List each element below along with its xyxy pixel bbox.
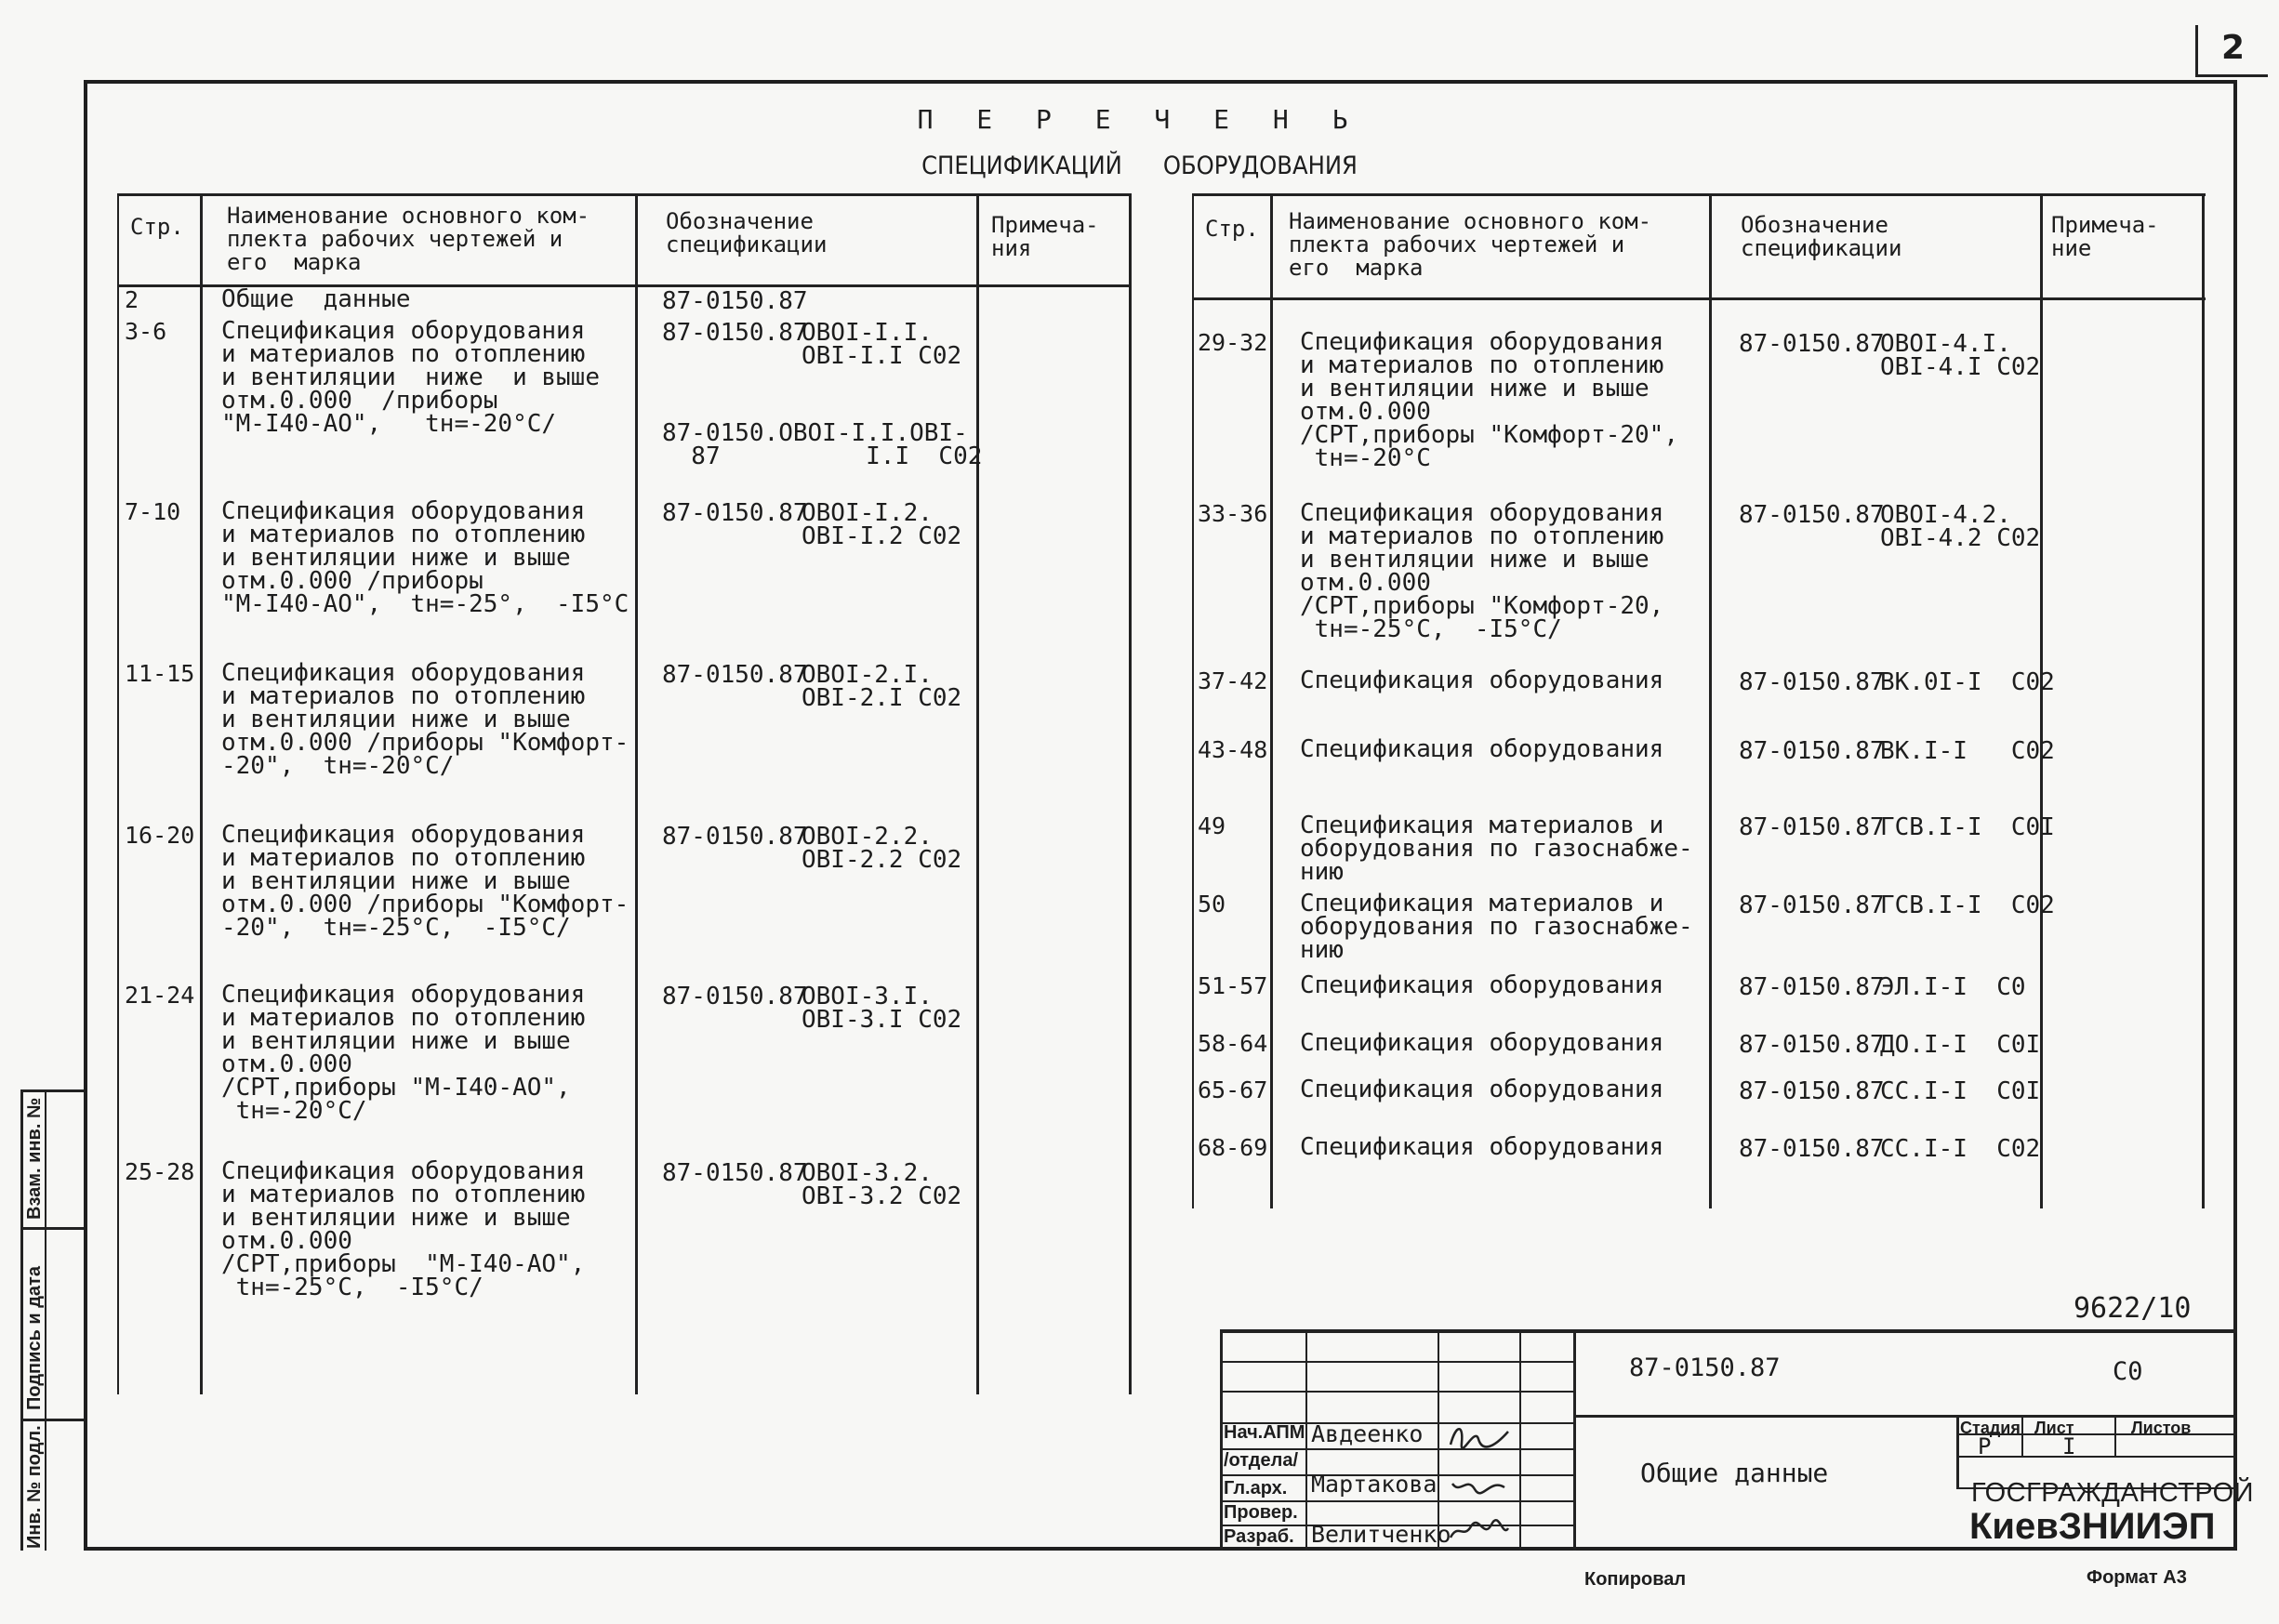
cell-page: 21-24 xyxy=(125,982,195,1009)
cell-code: 87-0150.87 xyxy=(1739,501,1885,529)
role-5: Разраб. xyxy=(1224,1526,1294,1547)
signature-mark xyxy=(1447,1515,1512,1547)
cell-code: 87-0150.87 xyxy=(662,499,808,527)
cell-name: Спецификация оборудования xyxy=(1300,1029,1664,1057)
role-2: /отдела/ xyxy=(1224,1450,1299,1471)
cell-mark: СС.I-I С0I xyxy=(1880,1077,2041,1105)
org-name-line2: КиевЗНИИЭП xyxy=(1969,1506,2216,1547)
cell-page: 50 xyxy=(1198,891,1226,918)
side-label-replacement: Взам. инв. № xyxy=(24,1097,45,1220)
stamp-doc-code: 87-0150.87 xyxy=(1629,1353,1781,1382)
side-label-signature: Подпись и дата xyxy=(24,1266,45,1410)
cell-page: 11-15 xyxy=(125,660,195,687)
cell-page: 25-28 xyxy=(125,1158,195,1185)
cell-name: Спецификация материалов и оборудования по газоснабже- нию xyxy=(1300,890,1693,964)
header-page: Стр. xyxy=(1205,216,1259,242)
cell-code: 87-0150.87 xyxy=(662,287,808,315)
role-4: Провер. xyxy=(1224,1502,1298,1523)
cell-mark: ОВОI-2.I. ОВI-2.I С02 xyxy=(802,661,962,712)
cell-code: 87-0150.87 xyxy=(662,983,808,1010)
cell-code: 87-0150.87 xyxy=(1739,737,1885,765)
org-name-line1: ГОСГРАЖДАНСТРОЙ xyxy=(1971,1478,2255,1508)
cell-name: Спецификация оборудования и материалов по отоплению и вентиляции ниже и выше отм.0.000 /СРТ,приборы "Комфорт-20", tн=-20°С xyxy=(1300,328,1678,472)
stamp-stage: Р xyxy=(1978,1433,1992,1459)
cell-page: 49 xyxy=(1198,812,1226,839)
cell-mark: ОВОI-4.I. ОВI-4.I С02 xyxy=(1880,330,2041,381)
cell-code: 87-0150.87 xyxy=(1739,1031,1885,1059)
cell-name: Спецификация оборудования xyxy=(1300,735,1664,763)
cell-code: 87-0150.87 xyxy=(662,1159,808,1187)
cell-page: 7-10 xyxy=(125,498,181,525)
cell-page: 51-57 xyxy=(1198,972,1268,999)
subtitle-part-1: СПЕЦИФИКАЦИЙ xyxy=(921,152,1122,180)
stamp-sheets-header: Листов xyxy=(2131,1419,2192,1437)
page-number: 2 xyxy=(2220,29,2246,67)
side-stamp xyxy=(20,1089,84,1551)
header-designation: Обозначение спецификации xyxy=(1741,212,1902,261)
side-label-inventory: Инв. № подл. xyxy=(24,1425,45,1549)
page-number-box xyxy=(2195,25,2268,77)
role-3: Гл.арх. xyxy=(1224,1478,1288,1499)
cell-name: Спецификация оборудования и материалов по отоплению и вентиляции ниже и выше отм.0.000 /приборы "М-I40-АО", tн=-20°С/ xyxy=(221,317,600,438)
cell-name: Спецификация оборудования и материалов по отоплению и вентиляции ниже и выше отм.0.000 /приборы "Комфорт- -20", tн=-25°С, -I5°С/ xyxy=(221,821,629,942)
cell-code: 87-0150.87 xyxy=(662,319,808,347)
cell-mark: ВК.I-I С02 xyxy=(1880,737,2055,765)
cell-name: Спецификация оборудования xyxy=(1300,1076,1664,1103)
cell-page: 65-67 xyxy=(1198,1076,1268,1103)
cell-mark: ОВОI-I.I. ОВI-I.I С02 xyxy=(802,319,962,370)
header-page: Стр. xyxy=(130,214,184,240)
cell-mark: ОВОI-3.2. ОВI-3.2 С02 xyxy=(802,1159,962,1210)
cell-page: 37-42 xyxy=(1198,667,1268,694)
cell-mark: ОВОI-I.2. ОВI-I.2 С02 xyxy=(802,499,962,550)
cell-mark: ГСВ.I-I С02 xyxy=(1880,891,2055,919)
cell-code: 87-0150.87 xyxy=(1739,973,1885,1001)
cell-name: Спецификация оборудования и материалов по отоплению и вентиляции ниже и выше отм.0.000 /СРТ,приборы "М-I40-АО", tн=-20°С/ xyxy=(221,981,586,1125)
cell-page: 43-48 xyxy=(1198,736,1268,763)
cell-name: Спецификация оборудования и материалов по отоплению и вентиляции ниже и выше отм.0.000 /СРТ,приборы "М-I40-АО", tн=-25°С, -I5°С/ xyxy=(221,1157,586,1301)
cell-name: Спецификация оборудования и материалов по отоплению и вентиляции ниже и выше отм.0.000 /приборы "Комфорт- -20", tн=-20°С/ xyxy=(221,659,629,780)
person-3: Мартакова xyxy=(1311,1471,1438,1498)
cell-page: 68-69 xyxy=(1198,1134,1268,1161)
document-subtitle xyxy=(0,152,2279,180)
cell-name: Общие данные xyxy=(221,285,411,313)
signature-mark xyxy=(1447,1469,1512,1500)
stamp-doc-mark: С0 xyxy=(2113,1357,2143,1386)
cell-code: 87-0150.87 xyxy=(1739,1135,1885,1163)
cell-mark: ГСВ.I-I С0I xyxy=(1880,813,2055,841)
cell-mark: ДО.I-I С0I xyxy=(1880,1031,2041,1059)
subtitle-part-2: ОБОРУДОВАНИЯ xyxy=(1162,152,1358,180)
cell-code: 87-0150.ОВОI-I.I.ОВI- 87 I.I С02 xyxy=(662,419,983,470)
cell-page: 29-32 xyxy=(1198,329,1268,356)
document-title: П Е Р Е Ч Е Н Ь xyxy=(917,104,1362,135)
cell-mark: ВК.0I-I С02 xyxy=(1880,668,2055,696)
cell-name: Спецификация оборудования и материалов по отоплению и вентиляции ниже и выше отм.0.000 /СРТ,приборы "Комфорт-20, tн=-25°С, -I5°С/ xyxy=(1300,499,1664,643)
signature-mark xyxy=(1447,1420,1512,1452)
cell-page: 33-36 xyxy=(1198,500,1268,527)
left-spec-table xyxy=(117,193,1131,1394)
role-1: Нач.АПМ xyxy=(1224,1422,1305,1443)
person-5: Велитченко xyxy=(1311,1521,1451,1548)
header-note: Примеча- ние xyxy=(2051,212,2159,261)
cell-code: 87-0150.87 xyxy=(1739,1077,1885,1105)
cell-code: 87-0150.87 xyxy=(662,823,808,851)
inventory-number: 9622/10 xyxy=(2074,1292,2192,1325)
cell-name: Спецификация материалов и оборудования по газоснабже- нию xyxy=(1300,812,1693,886)
title-block xyxy=(1220,1329,2255,1551)
header-note: Примеча- ния xyxy=(991,212,1099,261)
person-1: Авдеенко xyxy=(1311,1420,1424,1447)
cell-code: 87-0150.87 xyxy=(1739,891,1885,919)
cell-page: 58-64 xyxy=(1198,1030,1268,1057)
cell-name: Спецификация оборудования xyxy=(1300,667,1664,694)
right-spec-table xyxy=(1192,193,2206,1208)
stamp-sheet-header: Лист xyxy=(2034,1419,2074,1437)
cell-name: Спецификация оборудования и материалов по отоплению и вентиляции ниже и выше отм.0.000 /приборы "М-I40-АО", tн=-25°, -I5°С xyxy=(221,497,629,618)
cell-page: 16-20 xyxy=(125,822,195,849)
cell-code: 87-0150.87 xyxy=(1739,668,1885,696)
stamp-stage-header: Стадия xyxy=(1960,1419,2021,1437)
cell-page: 3-6 xyxy=(125,318,167,345)
header-name: Наименование основного ком- плекта рабочих чертежей и его марка xyxy=(1289,208,1652,281)
header-designation: Обозначение спецификации xyxy=(666,208,828,257)
cell-name: Спецификация оборудования xyxy=(1300,1133,1664,1161)
cell-name: Спецификация оборудования xyxy=(1300,971,1664,999)
cell-code: 87-0150.87 xyxy=(1739,330,1885,358)
cell-mark: ОВОI-2.2. ОВI-2.2 С02 xyxy=(802,823,962,874)
cell-page: 2 xyxy=(125,286,139,313)
cell-mark: ОВОI-4.2. ОВI-4.2 С02 xyxy=(1880,501,2041,552)
stamp-sheet: I xyxy=(2062,1433,2076,1459)
cell-mark: ОВОI-3.I. ОВI-3.I С02 xyxy=(802,983,962,1034)
footer-format: Формат А3 xyxy=(2087,1567,2187,1588)
cell-mark: ЭЛ.I-I С0 xyxy=(1880,973,2026,1001)
cell-code: 87-0150.87 xyxy=(1739,813,1885,841)
header-name: Наименование основного ком- плекта рабочих чертежей и его марка xyxy=(227,203,590,275)
footer-copied: Копировал xyxy=(1584,1569,1687,1590)
cell-code: 87-0150.87 xyxy=(662,661,808,689)
cell-mark: СС.I-I С02 xyxy=(1880,1135,2041,1163)
stamp-doc-title: Общие данные xyxy=(1640,1458,1829,1488)
